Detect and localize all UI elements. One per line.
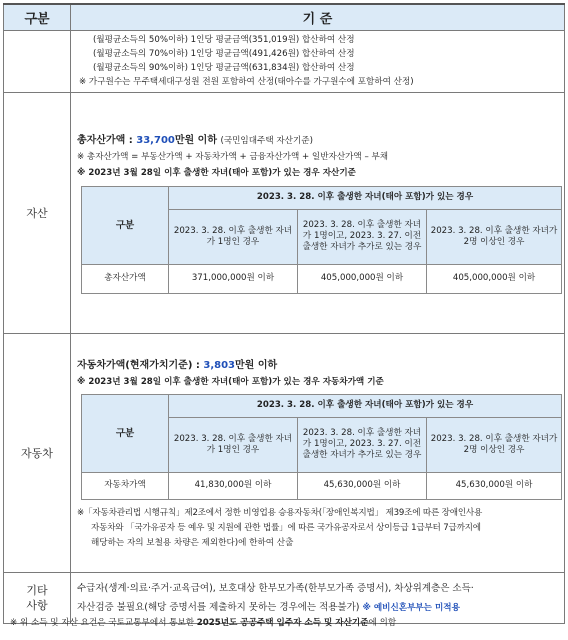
asset-title-unit: 만원 이하 [174,134,217,146]
income-criteria-cell [71,31,565,93]
income-line-50: (월평균소득의 50%이하) 1인당 평균금액(351,019원) 합산하여 산정 [93,35,355,45]
car-table-value-1: 41,830,000원 이하 [169,472,298,499]
car-row [4,334,565,573]
asset-title-amount: 33,700 [136,134,175,146]
income-line-90: (월평균소득의 90%이하) 1인당 평균금액(631,834원) 합산하여 산정 [93,63,355,73]
asset-sub-heading: ※ 2023년 3월 28일 이후 출생한 자녀(태아 포함)가 있는 경우 자산기준 [77,167,356,178]
car-note-line-3: 해당하는 자의 보철용 차량은 제외한다)에 한하여 산출 [91,537,294,548]
asset-table-value-2: 405,000,000원 이하 [298,264,427,293]
asset-title-note: (국민임대주택 자산기준) [220,135,313,146]
asset-criteria-cell [71,93,565,334]
asset-table-col-one-plus-older: 2023. 3. 28. 이후 출생한 자녀가 1명이고, 2023. 3. 27. 이전 출생한 자녀가 추가로 있는 경우 [298,209,427,264]
car-table-col-one-child: 2023. 3. 28. 이후 출생한 자녀가 1명인 경우 [169,417,298,472]
car-notes [77,506,564,551]
header-row [4,4,565,31]
car-table-gubun: 구분 [82,394,169,472]
car-table-col-two-children: 2023. 3. 28. 이후 출생한 자녀가 2명 이상인 경우 [427,417,562,472]
header-criteria: 기 준 [71,4,565,31]
asset-table-row-label: 총자산가액 [82,264,169,293]
car-table-value-2: 45,630,000원 이하 [298,472,427,499]
criteria-table [3,3,565,624]
other-line-2 [77,598,564,618]
income-category-cell [4,31,71,93]
asset-table-gubun: 구분 [82,186,169,264]
income-line-70: (월평균소득의 70%이하) 1인당 평균금액(491,426원) 합산하여 산정 [93,49,355,59]
header-gubun: 구분 [4,4,71,31]
car-title-unit: 만원 이하 [235,359,278,371]
other-category-line-2: 사항 [26,599,48,612]
car-note-line-2: 자동차와 「국가유공자 등 예우 및 지원에 관한 법률」에 따른 국가유공자로서 상이등급 1급부터 7급까지에 [91,522,481,533]
car-table-row-label: 자동차가액 [82,472,169,499]
car-table-value-3: 45,630,000원 이하 [427,472,562,499]
footer-suffix: 에 의함 [368,618,397,628]
asset-table-group-header: 2023. 3. 28. 이후 출생한 자녀(태아 포함)가 있는 경우 [169,186,562,209]
asset-title-prefix: 총자산가액 : [77,134,137,146]
asset-formula: ※ 총자산가액 = 부동산가액 + 자동차가액 + 금융자산가액 + 일반자산가액 – 부채 [77,151,389,162]
asset-category: 자산 [4,93,71,334]
asset-table-col-two-children: 2023. 3. 28. 이후 출생한 자녀가 2명 이상인 경우 [427,209,562,264]
asset-table-col-one-child: 2023. 3. 28. 이후 출생한 자녀가 1명인 경우 [169,209,298,264]
car-table [81,394,562,500]
other-line-2-text: 자산검증 불필요(해당 증명서를 제출하지 못하는 경우에는 적용불가) [77,601,363,613]
other-line-1: 수급자(생계·의료·주거·교육급여), 보호대상 한부모가족(한부모가족 증명서), 차상위계층은 소득· [77,582,474,594]
car-title-prefix: 자동차가액(현재가치기준) : [77,359,204,371]
asset-table-value-1: 371,000,000원 이하 [169,264,298,293]
car-title-amount: 3,803 [203,359,236,371]
footer-prefix: ※ 위 소득 및 자산 요건은 국토교통부에서 통보한 [10,618,197,628]
other-line-2-highlight: ※ 예비신혼부부는 미적용 [362,602,460,613]
car-criteria-cell [71,334,565,573]
car-category: 자동차 [4,334,71,573]
income-note: ※ 가구원수는 무주택세대구성원 전원 포함하여 산정(태아수를 가구원수에 포함하여 산정) [79,77,414,87]
income-row [4,31,565,93]
asset-row [4,93,565,334]
car-table-group-header: 2023. 3. 28. 이후 출생한 자녀(태아 포함)가 있는 경우 [169,394,562,417]
other-category-line-1: 기타 [26,584,48,597]
asset-title [77,133,564,149]
footer-bold: 2025년도 공공주택 입주자 소득 및 자산기준 [196,618,369,628]
asset-table-value-3: 405,000,000원 이하 [427,264,562,293]
car-note-line-1: ※「자동차관리법 시행규칙」제2조에서 정한 비영업용 승용자동차(「장애인복지법」 제39조에 따른 장애인사용 [77,507,483,518]
car-title [77,358,564,374]
car-table-col-one-plus-older: 2023. 3. 28. 이후 출생한 자녀가 1명이고, 2023. 3. 27. 이전 출생한 자녀가 추가로 있는 경우 [298,417,427,472]
footer-note [10,616,396,628]
car-sub-heading: ※ 2023년 3월 28일 이후 출생한 자녀(태아 포함)가 있는 경우 자동차가액 기준 [77,376,384,387]
asset-table [81,186,562,294]
